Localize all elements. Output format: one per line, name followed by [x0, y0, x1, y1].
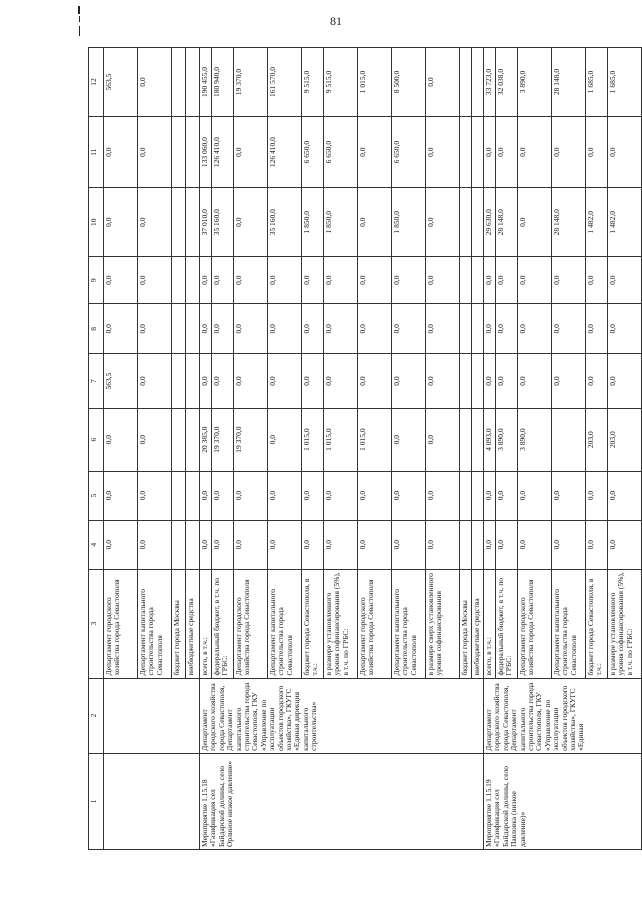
value-cell: 0,0 [358, 117, 392, 188]
value-cell: 0,0 [484, 471, 496, 520]
funding-source-cell: в размере сверх установленного уровня софинансирования [426, 569, 460, 678]
value-cell: 0,0 [586, 471, 608, 520]
value-cell: 0,0 [324, 520, 358, 569]
funding-source-cell: в размере установленного уровня софинансирования (5%), в т.ч. по ГРБС: [324, 569, 358, 678]
column-header: 2 [89, 678, 104, 753]
value-cell: 133 060,0 [200, 117, 212, 188]
value-cell: 1 850,0 [324, 188, 358, 257]
funding-source-cell: бюджет города Москвы [460, 569, 472, 678]
value-cell [472, 117, 484, 188]
column-header: 6 [89, 408, 104, 471]
value-cell: 9 515,0 [324, 48, 358, 117]
value-cell: 0,0 [484, 117, 496, 188]
value-cell: 0,0 [212, 471, 234, 520]
value-cell: 0,0 [302, 354, 324, 408]
value-cell [472, 520, 484, 569]
activity-cell: Мероприятие 1.15.18 «Газификация сел Байдарской долины, село Орлиное низкое давление» [200, 753, 484, 849]
value-cell: 0,0 [358, 257, 392, 304]
value-cell: 1 015,0 [358, 408, 392, 471]
value-cell: 19 370,0 [212, 408, 234, 471]
column-header: 10 [89, 188, 104, 257]
value-cell: 0,0 [268, 408, 302, 471]
value-cell: 0,0 [426, 520, 460, 569]
column-header: 12 [89, 48, 104, 117]
value-cell: 0,0 [608, 471, 642, 520]
value-cell: 0,0 [496, 354, 518, 408]
value-cell: 1 685,0 [586, 48, 608, 117]
funding-source-cell: Департамент городского хозяйства города Севастополя [518, 569, 552, 678]
value-cell [472, 408, 484, 471]
value-cell: 126 410,0 [268, 117, 302, 188]
value-cell: 1 015,0 [358, 48, 392, 117]
value-cell [472, 48, 484, 117]
value-cell: 0,0 [552, 117, 586, 188]
value-cell: 33 723,0 [484, 48, 496, 117]
value-cell: 0,0 [392, 257, 426, 304]
scan-mark [79, 16, 80, 22]
funding-source-cell: бюджет города Москвы [172, 569, 186, 678]
value-cell: 9 515,0 [302, 48, 324, 117]
value-cell: 1 015,0 [302, 408, 324, 471]
value-cell: 0,0 [518, 188, 552, 257]
value-cell [460, 471, 472, 520]
value-cell: 0,0 [302, 471, 324, 520]
value-cell: 0,0 [552, 520, 586, 569]
page-number: 81 [330, 14, 342, 28]
value-cell [472, 304, 484, 354]
executor-cell [104, 678, 200, 753]
value-cell: 32 038,0 [496, 48, 518, 117]
value-cell: 1 850,0 [392, 188, 426, 257]
value-cell: 0,0 [552, 304, 586, 354]
value-cell: 0,0 [552, 257, 586, 304]
value-cell: 0,0 [484, 257, 496, 304]
value-cell: 0,0 [552, 471, 586, 520]
rotated-table-wrapper [88, 47, 634, 850]
value-cell: 0,0 [324, 471, 358, 520]
value-cell: 37 010,0 [200, 188, 212, 257]
value-cell: 28 148,0 [496, 188, 518, 257]
value-cell: 0,0 [484, 304, 496, 354]
value-cell: 29 630,0 [484, 188, 496, 257]
value-cell: 6 650,0 [302, 117, 324, 188]
funding-source-cell: Департамент капитального строительства города Севастополя [392, 569, 426, 678]
value-cell: 19 370,0 [234, 408, 268, 471]
value-cell: 8 500,0 [392, 48, 426, 117]
value-cell: 0,0 [358, 304, 392, 354]
value-cell: 0,0 [104, 520, 138, 569]
value-cell [460, 257, 472, 304]
value-cell: 0,0 [608, 257, 642, 304]
value-cell: 3 890,0 [518, 408, 552, 471]
value-cell: 0,0 [104, 304, 138, 354]
scan-mark [79, 26, 80, 36]
table-row [104, 48, 138, 850]
value-cell: 0,0 [234, 188, 268, 257]
scan-mark [78, 6, 80, 14]
funding-source-cell: федеральный бюджет, в т.ч. по ГРБС: [496, 569, 518, 678]
value-cell [186, 257, 200, 304]
value-cell: 28 148,0 [552, 48, 586, 117]
value-cell: 0,0 [138, 257, 172, 304]
funding-source-cell: внебюджетные средства [186, 569, 200, 678]
value-cell: 0,0 [484, 354, 496, 408]
value-cell: 0,0 [138, 354, 172, 408]
value-cell: 203,0 [608, 408, 642, 471]
value-cell: 19 370,0 [234, 48, 268, 117]
value-cell: 126 410,0 [212, 117, 234, 188]
value-cell: 0,0 [518, 117, 552, 188]
value-cell: 0,0 [518, 471, 552, 520]
activity-cell: Мероприятие 1.15.19 «Газификация сел Байдарской долины, село Павловка (низкое давление)» [484, 753, 642, 849]
value-cell: 0,0 [324, 354, 358, 408]
value-cell: 0,0 [426, 471, 460, 520]
value-cell: 0,0 [138, 304, 172, 354]
funding-source-cell: федеральный бюджет, в т.ч. по ГРБС: [212, 569, 234, 678]
value-cell [460, 354, 472, 408]
funding-source-cell: внебюджетные средства [472, 569, 484, 678]
value-cell [186, 188, 200, 257]
value-cell: 0,0 [358, 354, 392, 408]
value-cell: 0,0 [518, 520, 552, 569]
value-cell: 0,0 [302, 257, 324, 304]
value-cell [472, 257, 484, 304]
value-cell: 0,0 [104, 471, 138, 520]
column-header: 9 [89, 257, 104, 304]
value-cell: 0,0 [608, 520, 642, 569]
column-header: 5 [89, 471, 104, 520]
value-cell: 0,0 [586, 117, 608, 188]
value-cell: 0,0 [358, 188, 392, 257]
value-cell [172, 520, 186, 569]
value-cell: 0,0 [138, 188, 172, 257]
value-cell: 20 385,0 [200, 408, 212, 471]
value-cell: 0,0 [268, 471, 302, 520]
value-cell: 0,0 [212, 304, 234, 354]
value-cell [460, 48, 472, 117]
value-cell: 0,0 [518, 354, 552, 408]
value-cell: 0,0 [212, 520, 234, 569]
value-cell: 563,5 [104, 354, 138, 408]
value-cell [472, 471, 484, 520]
value-cell: 0,0 [392, 304, 426, 354]
value-cell: 0,0 [496, 520, 518, 569]
value-cell [172, 257, 186, 304]
value-cell: 1 850,0 [302, 188, 324, 257]
value-cell [172, 408, 186, 471]
value-cell: 0,0 [138, 408, 172, 471]
value-cell: 0,0 [518, 304, 552, 354]
value-cell: 0,0 [268, 354, 302, 408]
value-cell [552, 408, 586, 471]
activity-cell [104, 753, 200, 849]
value-cell [472, 354, 484, 408]
value-cell: 0,0 [268, 257, 302, 304]
table-body [104, 48, 642, 850]
funding-source-cell: Департамент капитального строительства города Севастополя [138, 569, 172, 678]
value-cell: 1 482,0 [608, 188, 642, 257]
value-cell: 4 093,0 [484, 408, 496, 471]
value-cell: 0,0 [104, 257, 138, 304]
table-row [484, 48, 496, 850]
value-cell: 0,0 [200, 257, 212, 304]
value-cell: 0,0 [138, 117, 172, 188]
value-cell: 0,0 [324, 304, 358, 354]
value-cell: 0,0 [302, 304, 324, 354]
value-cell [460, 304, 472, 354]
value-cell: 35 160,0 [268, 188, 302, 257]
value-cell: 0,0 [234, 520, 268, 569]
value-cell [172, 354, 186, 408]
value-cell [186, 48, 200, 117]
value-cell: 0,0 [268, 520, 302, 569]
value-cell [186, 520, 200, 569]
financing-table [88, 47, 642, 850]
value-cell: 161 570,0 [268, 48, 302, 117]
column-header: 1 [89, 753, 104, 849]
value-cell: 0,0 [586, 257, 608, 304]
value-cell: 0,0 [496, 117, 518, 188]
funding-source-cell: всего, в т.ч.: [200, 569, 212, 678]
value-cell [460, 188, 472, 257]
value-cell: 0,0 [234, 304, 268, 354]
value-cell: 0,0 [426, 48, 460, 117]
value-cell: 0,0 [392, 408, 426, 471]
column-header: 3 [89, 569, 104, 678]
value-cell: 0,0 [426, 408, 460, 471]
value-cell: 0,0 [426, 188, 460, 257]
value-cell: 1 482,0 [586, 188, 608, 257]
value-cell: 0,0 [104, 117, 138, 188]
value-cell: 0,0 [324, 257, 358, 304]
value-cell: 28 148,0 [552, 188, 586, 257]
value-cell [460, 117, 472, 188]
funding-source-cell: бюджет города Севастополя, в т.ч.: [586, 569, 608, 678]
value-cell: 0,0 [586, 304, 608, 354]
value-cell [186, 471, 200, 520]
value-cell: 0,0 [234, 471, 268, 520]
value-cell: 180 940,0 [212, 48, 234, 117]
value-cell: 0,0 [518, 257, 552, 304]
funding-source-cell: Департамент городского хозяйства города Севастополя [234, 569, 268, 678]
value-cell: 0,0 [608, 304, 642, 354]
table-row [200, 48, 212, 850]
value-cell: 1 015,0 [324, 408, 358, 471]
value-cell: 0,0 [138, 471, 172, 520]
value-cell: 0,0 [104, 188, 138, 257]
value-cell: 563,5 [104, 48, 138, 117]
value-cell: 0,0 [138, 520, 172, 569]
value-cell: 0,0 [496, 257, 518, 304]
value-cell: 0,0 [586, 354, 608, 408]
value-cell: 0,0 [268, 304, 302, 354]
funding-source-cell: Департамент городского хозяйства города Севастополя [104, 569, 138, 678]
value-cell: 6 650,0 [324, 117, 358, 188]
value-cell: 0,0 [426, 354, 460, 408]
value-cell [186, 304, 200, 354]
value-cell: 0,0 [552, 354, 586, 408]
value-cell: 0,0 [138, 48, 172, 117]
value-cell: 0,0 [608, 117, 642, 188]
value-cell: 0,0 [496, 471, 518, 520]
value-cell: 0,0 [200, 471, 212, 520]
value-cell: 0,0 [234, 354, 268, 408]
value-cell: 203,0 [586, 408, 608, 471]
value-cell: 0,0 [302, 520, 324, 569]
value-cell [172, 117, 186, 188]
column-header: 11 [89, 117, 104, 188]
column-header: 4 [89, 520, 104, 569]
value-cell [186, 117, 200, 188]
value-cell [186, 354, 200, 408]
funding-source-cell: бюджет города Севастополя, в т.ч.: [302, 569, 324, 678]
value-cell: 0,0 [608, 354, 642, 408]
value-cell: 0,0 [484, 520, 496, 569]
value-cell: 0,0 [496, 304, 518, 354]
value-cell [172, 304, 186, 354]
value-cell: 0,0 [392, 520, 426, 569]
value-cell: 0,0 [358, 520, 392, 569]
value-cell [172, 471, 186, 520]
value-cell: 0,0 [426, 117, 460, 188]
funding-source-cell: Департамент капитального строительства города Севастополя [268, 569, 302, 678]
value-cell [172, 188, 186, 257]
value-cell [186, 408, 200, 471]
value-cell [460, 408, 472, 471]
value-cell: 0,0 [200, 520, 212, 569]
funding-source-cell: всего, в т.ч.: [484, 569, 496, 678]
value-cell: 35 160,0 [212, 188, 234, 257]
value-cell: 0,0 [200, 354, 212, 408]
executor-cell: Департамент городского хозяйства города Севастополя, Департамент капитального строительства города Севастополя, ГКУ «Управление по эксплуатации объектов городского хозяйства», ГКУГС «Единая дирекция капитального строительства» [200, 678, 484, 753]
header-row [89, 48, 104, 850]
value-cell: 0,0 [586, 520, 608, 569]
executor-cell: Департамент городского хозяйства города Севастополя, Департамент капитального строительства города Севастополя, ГКУ «Управление по эксплуатации объектов городского хозяйства», ГКУГС «Единая [484, 678, 642, 753]
value-cell: 0,0 [212, 354, 234, 408]
column-header: 8 [89, 304, 104, 354]
value-cell: 190 455,0 [200, 48, 212, 117]
value-cell: 0,0 [426, 304, 460, 354]
value-cell: 0,0 [234, 117, 268, 188]
value-cell: 6 650,0 [392, 117, 426, 188]
value-cell: 0,0 [234, 257, 268, 304]
value-cell: 0,0 [200, 304, 212, 354]
value-cell: 3 890,0 [518, 48, 552, 117]
value-cell: 0,0 [426, 257, 460, 304]
funding-source-cell: Департамент капитального строительства города Севастополя [552, 569, 586, 678]
value-cell: 0,0 [392, 471, 426, 520]
value-cell: 0,0 [358, 471, 392, 520]
funding-source-cell: в размере установленного уровня софинансирования (5%), в т.ч. по ГРБС: [608, 569, 642, 678]
value-cell: 0,0 [104, 408, 138, 471]
column-header: 7 [89, 354, 104, 408]
value-cell [472, 188, 484, 257]
value-cell: 0,0 [212, 257, 234, 304]
value-cell: 1 685,0 [608, 48, 642, 117]
value-cell [460, 520, 472, 569]
value-cell [172, 48, 186, 117]
value-cell: 3 890,0 [496, 408, 518, 471]
value-cell: 0,0 [392, 354, 426, 408]
funding-source-cell: Департамент городского хозяйства города Севастополя [358, 569, 392, 678]
